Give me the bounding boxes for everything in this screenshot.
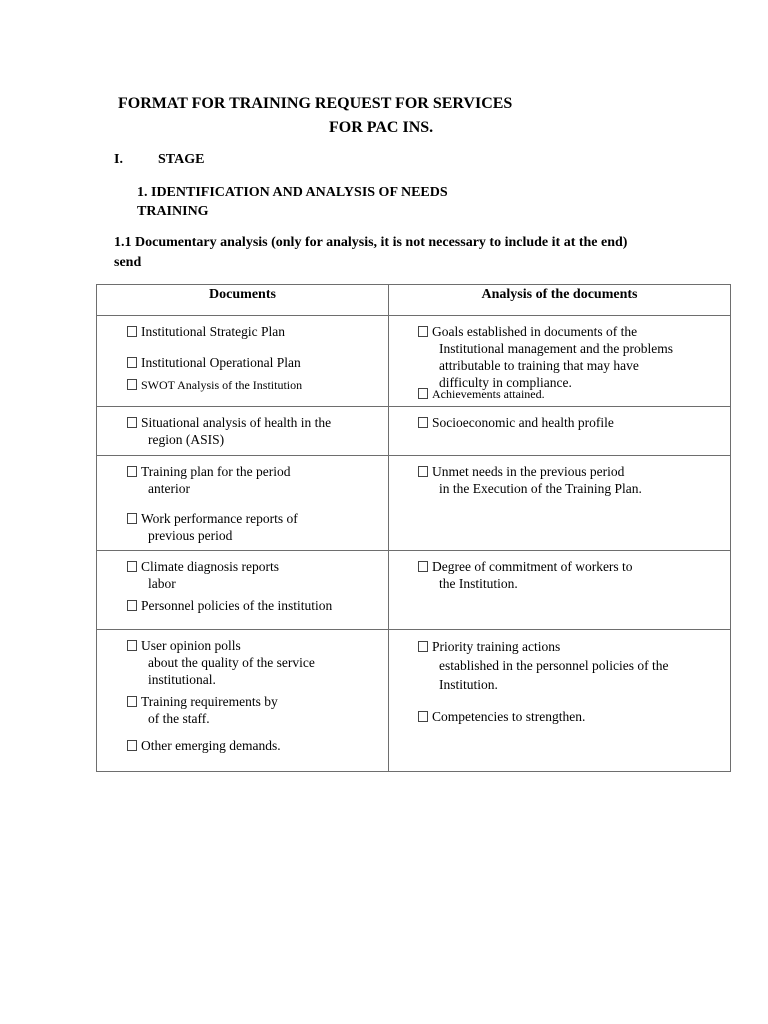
list-item (127, 597, 332, 614)
documents-analysis-table (96, 284, 731, 772)
list-item-continuation (418, 340, 673, 357)
list-item (127, 558, 279, 592)
list-item-continuation (127, 527, 298, 544)
list-item-continuation (418, 575, 633, 592)
list-item-line: Achievements attained. (432, 387, 545, 401)
list-item-text (127, 637, 315, 654)
list-item (127, 414, 331, 448)
list-item-line: in the Execution of the Training Plan. (439, 481, 642, 496)
list-item (127, 637, 315, 688)
cell-content (97, 456, 388, 550)
list-item-continuation (418, 675, 668, 694)
list-item-text (127, 414, 331, 431)
list-item-continuation (127, 671, 315, 688)
list-item-text (127, 597, 332, 614)
analysis-cell (389, 407, 731, 456)
list-item-line: Institutional Operational Plan (141, 355, 301, 370)
list-item (418, 323, 673, 391)
list-item-line: Situational analysis of health in the (141, 415, 332, 430)
list-item-line: Climate diagnosis reports (141, 559, 279, 574)
checkbox-bullet-icon (127, 417, 137, 428)
list-item-line: region (ASIS) (148, 432, 225, 447)
list-item (127, 737, 281, 754)
list-item-text (418, 558, 633, 575)
documents-cell (97, 316, 389, 407)
table-row (97, 551, 731, 630)
list-item-line: attributable to training that may have (439, 358, 639, 373)
list-item-line: Socioeconomic and health profile (432, 415, 614, 430)
list-item-line: Degree of commitment of workers to (432, 559, 633, 574)
list-item (418, 558, 633, 592)
list-item-text (127, 558, 279, 575)
list-item-continuation (127, 710, 278, 727)
list-item-text (127, 463, 290, 480)
list-item-line: Unmet needs in the previous period (432, 464, 625, 479)
section-label: STAGE (158, 152, 205, 167)
checkbox-bullet-icon (127, 513, 137, 524)
checkbox-bullet-icon (127, 379, 137, 390)
list-item (127, 323, 285, 340)
list-item-continuation (127, 480, 290, 497)
list-item-line: difficulty in compliance. (439, 375, 572, 390)
list-item-line: Institution. (439, 677, 498, 692)
list-item-text (418, 323, 673, 340)
checkbox-bullet-icon (127, 326, 137, 337)
list-item-continuation (127, 654, 315, 671)
list-item-line: Institutional Strategic Plan (141, 324, 285, 339)
list-item-continuation (127, 431, 331, 448)
list-item-line: of the staff. (148, 711, 210, 726)
list-item-text (418, 414, 614, 431)
cell-content (389, 407, 730, 455)
checkbox-bullet-icon (127, 600, 137, 611)
list-item (127, 377, 302, 394)
table-row (97, 407, 731, 456)
list-item-line: Training plan for the period (141, 464, 291, 479)
list-item (418, 637, 668, 694)
checkbox-bullet-icon (127, 740, 137, 751)
analysis-cell (389, 551, 731, 630)
checkbox-bullet-icon (127, 696, 137, 707)
list-item-text (127, 377, 302, 394)
list-item (127, 693, 278, 727)
checkbox-bullet-icon (127, 561, 137, 572)
list-item-continuation (418, 357, 673, 374)
list-item-line: labor (148, 576, 176, 591)
subsection-heading (137, 183, 448, 221)
list-item-line: Priority training actions (432, 639, 561, 654)
document-title-line-1: FORMAT FOR TRAINING REQUEST FOR SERVICES (118, 95, 513, 112)
list-item (127, 463, 290, 497)
list-item-continuation (127, 575, 279, 592)
cell-content (97, 407, 388, 455)
column-header-documents: Documents (97, 285, 389, 316)
cell-content (97, 630, 388, 771)
subsection-heading-line-1: 1. IDENTIFICATION AND ANALYSIS OF NEEDS (137, 185, 448, 200)
list-item-text (418, 637, 668, 656)
list-item-text (127, 737, 281, 754)
cell-content (389, 316, 730, 406)
column-header-analysis: Analysis of the documents (389, 285, 731, 316)
list-item-line: the Institution. (439, 576, 518, 591)
list-item-text (418, 707, 585, 726)
list-item-continuation (418, 656, 668, 675)
list-item-line: Goals established in documents of the (432, 324, 638, 339)
list-item (418, 707, 585, 726)
list-item (127, 354, 301, 371)
table-header-row (97, 285, 731, 316)
list-item-line: established in the personnel policies of the (439, 658, 669, 673)
list-item-line: Institutional management and the problems (439, 341, 673, 356)
cell-content (389, 630, 730, 771)
list-item-text (127, 323, 285, 340)
list-item-line: Personnel policies of the institution (141, 598, 333, 613)
list-item-line: Other emerging demands. (141, 738, 281, 753)
checkbox-bullet-icon (127, 640, 137, 651)
checkbox-bullet-icon (127, 466, 137, 477)
checkbox-bullet-icon (127, 357, 137, 368)
list-item (418, 414, 614, 431)
list-item-line: about the quality of the service (148, 655, 315, 670)
list-item (418, 463, 642, 497)
documents-cell (97, 551, 389, 630)
documents-cell (97, 407, 389, 456)
list-item-text (127, 693, 278, 710)
table-row (97, 316, 731, 407)
documentary-analysis-heading (114, 233, 714, 273)
list-item-line: SWOT Analysis of the Institution (141, 378, 303, 392)
documentary-analysis-line-2: send (114, 255, 142, 270)
list-item-line: Work performance reports of (141, 511, 298, 526)
cell-content (97, 316, 388, 406)
cell-content (97, 551, 388, 629)
list-item-text (127, 354, 301, 371)
list-item-text (418, 463, 642, 480)
table-row (97, 630, 731, 772)
documents-cell (97, 630, 389, 772)
checkbox-bullet-icon (418, 641, 428, 652)
cell-content (389, 551, 730, 629)
checkbox-bullet-icon (418, 561, 428, 572)
table-row (97, 456, 731, 551)
list-item (127, 510, 298, 544)
analysis-cell (389, 316, 731, 407)
list-item-text (418, 386, 545, 403)
list-item-line: anterior (148, 481, 190, 496)
section-number: I. (114, 152, 123, 167)
analysis-cell (389, 456, 731, 551)
list-item (418, 386, 545, 403)
list-item-text (127, 510, 298, 527)
document-title-line-2: FOR PAC INS. (329, 119, 434, 136)
list-item-line: User opinion polls (141, 638, 241, 653)
list-item-line: Competencies to strengthen. (432, 709, 586, 724)
cell-content (389, 456, 730, 550)
list-item-line: Training requirements by (141, 694, 278, 709)
list-item-line: previous period (148, 528, 233, 543)
checkbox-bullet-icon (418, 466, 428, 477)
documentary-analysis-line-1: 1.1 Documentary analysis (only for analysis, it is not necessary to include it at the end) (114, 235, 628, 250)
checkbox-bullet-icon (418, 711, 428, 722)
subsection-heading-line-2: TRAINING (137, 204, 209, 219)
documents-cell (97, 456, 389, 551)
list-item-line: institutional. (148, 672, 216, 687)
checkbox-bullet-icon (418, 388, 428, 399)
checkbox-bullet-icon (418, 417, 428, 428)
list-item-continuation (418, 480, 642, 497)
analysis-cell (389, 630, 731, 772)
checkbox-bullet-icon (418, 326, 428, 337)
